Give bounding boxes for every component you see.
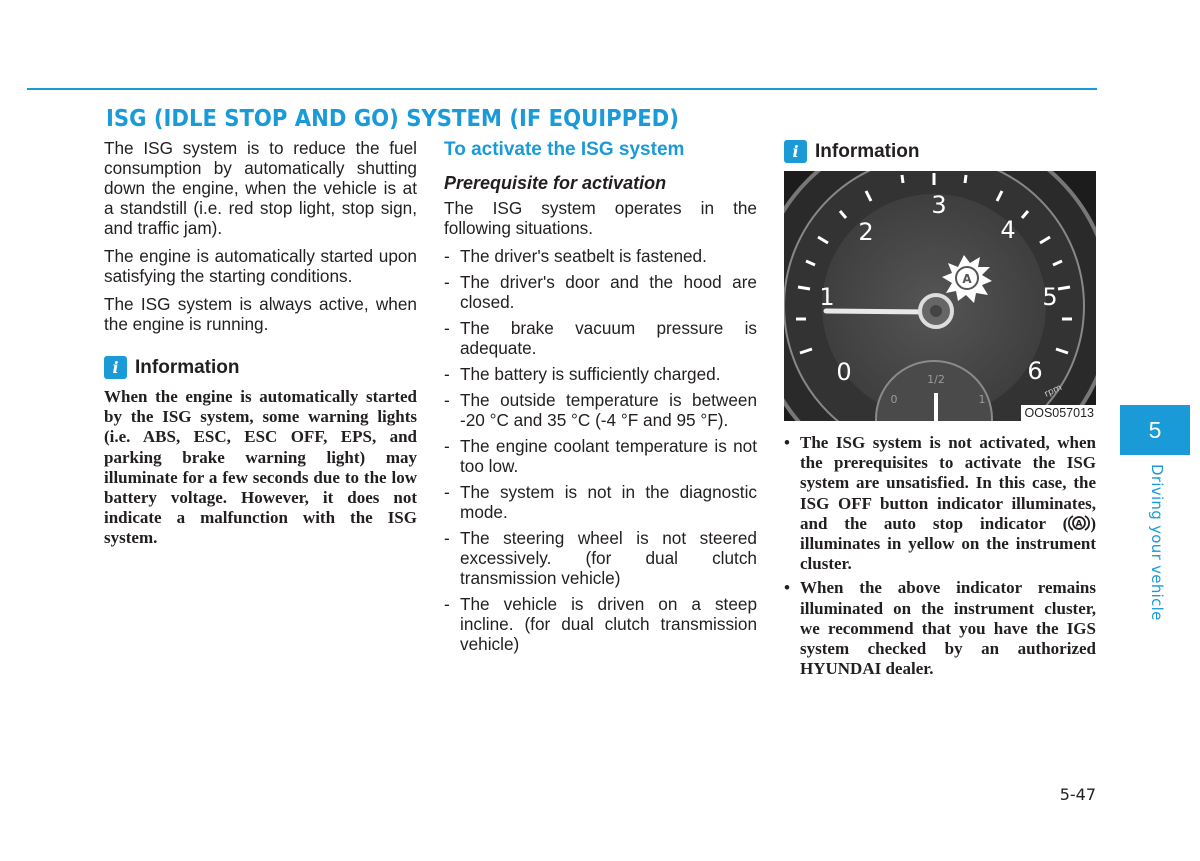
paragraph: The ISG system is always active, when the engine is running. — [104, 294, 417, 334]
info-title: Information — [815, 140, 920, 162]
info-heading — [104, 356, 417, 379]
list-item: - The steering wheel is not steered excessively. (for dual clutch transmission vehicle) — [444, 528, 757, 588]
auto-stop-icon — [1068, 514, 1090, 532]
information-bullets — [784, 433, 1096, 679]
gauge-number: 0 — [836, 358, 852, 386]
list-item: - The battery is sufficiently charged. — [444, 364, 757, 384]
list-item: - The engine coolant temperature is not too low. — [444, 436, 757, 476]
info-icon: i — [104, 356, 127, 379]
list-item: - The driver's door and the hood are closed. — [444, 272, 757, 312]
prerequisite-list — [444, 246, 757, 654]
bullet-text: ) illuminates in yellow on the instrument cluster. — [800, 513, 1096, 574]
svg-text:A: A — [962, 272, 972, 286]
gauge-number: 1 — [819, 283, 835, 311]
column-middle — [444, 138, 757, 660]
column-right — [784, 140, 1096, 683]
info-heading — [784, 140, 1096, 163]
info-text: When the engine is automatically started by the ISG system, some warning lights (i.e. ABS, ESC, ESC OFF, EPS, and parking brake warning light) may illuminate for a few seconds due to the low battery voltage. However, it does not indicate a malfunction with the ISG system. — [104, 387, 417, 548]
info-title: Information — [135, 356, 240, 378]
rpm-label: rpm — [1043, 382, 1064, 400]
gauge-number: 6 — [1027, 357, 1043, 385]
list-item: - The brake vacuum pressure is adequate. — [444, 318, 757, 358]
info-icon: i — [784, 140, 807, 163]
gauge-number: 3 — [931, 191, 947, 219]
svg-text:A: A — [1075, 519, 1083, 530]
header-rule — [27, 88, 1097, 90]
prerequisite-heading: Prerequisite for activation — [444, 173, 667, 193]
figure-code: OOS057013 — [1021, 405, 1097, 421]
intro-paragraph: The ISG system operates in the following situations. — [444, 198, 757, 238]
gauge-number: 4 — [1000, 216, 1016, 244]
list-item: - The driver's seatbelt is fastened. — [444, 246, 757, 266]
sub-gauge-number: 1/2 — [927, 373, 945, 386]
tachometer-illustration — [784, 171, 1096, 421]
chapter-tab[interactable]: 5 — [1120, 405, 1190, 455]
page-number: 5-47 — [1059, 785, 1096, 804]
gauge-number: 5 — [1042, 283, 1058, 311]
paragraph: The engine is automatically started upon satisfying the starting conditions. — [104, 246, 417, 286]
needle — [826, 311, 934, 312]
sub-gauge-number: 1 — [978, 393, 986, 406]
chapter-label: Driving your vehicle — [1148, 464, 1166, 621]
bullet-text: The ISG system is not activated, when the prerequisites to activate the ISG system are unsatisfied. In this case, the ISG OFF button indicator illuminates, and the auto stop indicator ( — [800, 433, 1096, 533]
subsection-heading: To activate the ISG system — [444, 139, 685, 160]
list-item: - The outside temperature is between -20 °C and 35 °C (-4 °F and 95 °F). — [444, 390, 757, 430]
sub-gauge-number: 0 — [890, 393, 898, 406]
section-title: ISG (IDLE STOP AND GO) SYSTEM (IF EQUIPPED) — [106, 106, 679, 132]
list-item: - The vehicle is driven on a steep incline. (for dual clutch transmission vehicle) — [444, 594, 757, 654]
tachometer-figure — [784, 171, 1096, 421]
paragraph: The ISG system is to reduce the fuel consumption by automatically shutting down the engine, when the vehicle is at a standstill (i.e. red stop light, stop sign, and traffic jam). — [104, 138, 417, 238]
bullet-item: • When the above indicator remains illuminated on the instrument cluster, we recommend that you have the IGS system checked by an authorized HYUNDAI dealer. — [784, 578, 1096, 679]
gauge-number: 2 — [858, 218, 874, 246]
column-left — [104, 138, 417, 549]
bullet-item — [784, 433, 1096, 574]
list-item: - The system is not in the diagnostic mode. — [444, 482, 757, 522]
